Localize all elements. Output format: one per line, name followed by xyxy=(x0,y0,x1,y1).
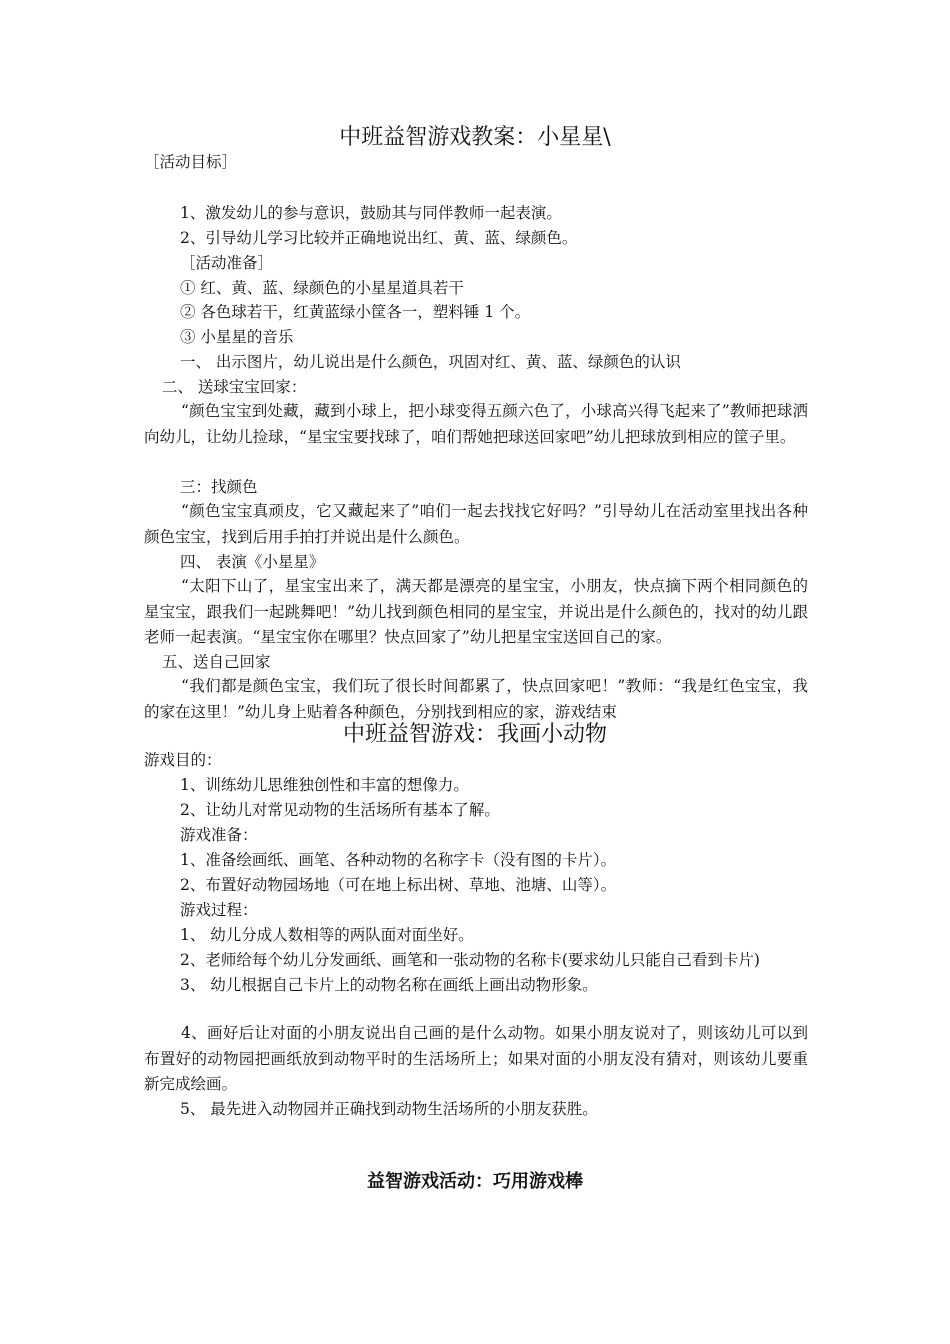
doc1-prep-1: ① 红、黄、蓝、绿颜色的小星星道具若干 xyxy=(180,279,464,297)
doc1-step-4-text: “太阳下山了，星宝宝出来了，满天都是漂亮的星宝宝，小朋友，快点摘下两个相同颜色的星宝宝，跟我们一起跳舞吧！”幼儿找到颜色相同的星宝宝，并说出是什么颜色的，找对的幼儿跟老师一起表演。“星宝宝你在哪里？快点回家了”幼儿把星宝宝送回自己的家。 xyxy=(144,577,808,646)
doc1-goal-1: 1、激发幼儿的参与意识，鼓励其与同伴教师一起表演。 xyxy=(180,204,562,222)
doc1-step-2: 二、 送球宝宝回家： xyxy=(162,378,307,396)
doc2-goal-2: 2、让幼儿对常见动物的生活场所有基本了解。 xyxy=(180,801,500,819)
doc2-process-4: 4、画好后让对面的小朋友说出自己画的是什么动物。如果小朋友说对了，则该幼儿可以到布置好的动物园把画纸放到动物平时的生活场所上；如果对面的小朋友没有猜对，则该幼儿要重新完成绘画。 xyxy=(144,1024,808,1093)
doc2-process-3: 3、 幼儿根据自己卡片上的动物名称在画纸上画出动物形象。 xyxy=(180,976,598,994)
doc2-goal-1: 1、训练幼儿思维独创性和丰富的想像力。 xyxy=(180,776,469,794)
doc1-step-3: 三：找颜色 xyxy=(180,478,258,496)
doc1-section-goal: ［活动目标］ xyxy=(144,153,238,171)
doc2-title: 中班益智游戏：我画小动物 xyxy=(342,722,607,747)
doc1-step-3-text: “颜色宝宝真顽皮，它又藏起来了”咱们一起去找找它好吗？”引导幼儿在活动室里找出各种颜色宝宝，找到后用手拍打并说出是什么颜色。 xyxy=(144,502,808,546)
doc1-step-2-text: “颜色宝宝到处藏，藏到小球上，把小球变得五颜六色了，小球高兴得飞起来了”教师把球洒向幼儿，让幼儿捡球，“星宝宝要找球了，咱们帮她把球送回家吧”幼儿把球放到相应的筐子里。 xyxy=(144,402,808,446)
doc1-step-5-text: “我们都是颜色宝宝，我们玩了很长时间都累了，快点回家吧！”教师：“我是红色宝宝，我的家在这里！”幼儿身上贴着各种颜色，分别找到相应的家，游戏结束 xyxy=(144,677,808,721)
doc2-prep-1: 1、准备绘画纸、画笔、各种动物的名称字卡（没有图的卡片）。 xyxy=(180,851,617,869)
doc2-section-prep: 游戏准备： xyxy=(180,826,258,844)
doc2-process-5: 5、 最先进入动物园并正确找到动物生活场所的小朋友获胜。 xyxy=(180,1100,598,1118)
doc2-process-1: 1、 幼儿分成人数相等的两队面对面坐好。 xyxy=(180,926,474,944)
doc1-step-1: 一、 出示图片，幼儿说出是什么颜色，巩固对红、黄、蓝、绿颜色的认识 xyxy=(180,353,681,371)
doc2-process-2: 2、老师给每个幼儿分发画纸、画笔和一张动物的名称卡(要求幼儿只能自己看到卡片) xyxy=(180,951,760,969)
doc1-step-4: 四、 表演《小星星》 xyxy=(180,553,325,571)
doc1-prep-3: ③ 小星星的音乐 xyxy=(180,328,294,346)
doc2-prep-2: 2、布置好动物园场地（可在地上标出树、草地、池塘、山等）。 xyxy=(180,876,617,894)
doc1-step-5: 五、送自己回家 xyxy=(162,653,271,671)
doc1-title: 中班益智游戏教案：小星星\ xyxy=(339,125,611,150)
doc1-goal-2: 2、引导幼儿学习比较并正确地说出红、黄、蓝、绿颜色。 xyxy=(180,229,578,247)
doc2-section-goal: 游戏目的： xyxy=(144,751,222,769)
doc1-prep-2: ② 各色球若干，红黄蓝绿小筐各一，塑料锤 1 个。 xyxy=(180,303,531,321)
doc1-section-prep: ［活动准备］ xyxy=(180,254,274,272)
doc3-title: 益智游戏活动：巧用游戏棒 xyxy=(367,1171,583,1192)
doc2-section-process: 游戏过程： xyxy=(180,901,258,919)
